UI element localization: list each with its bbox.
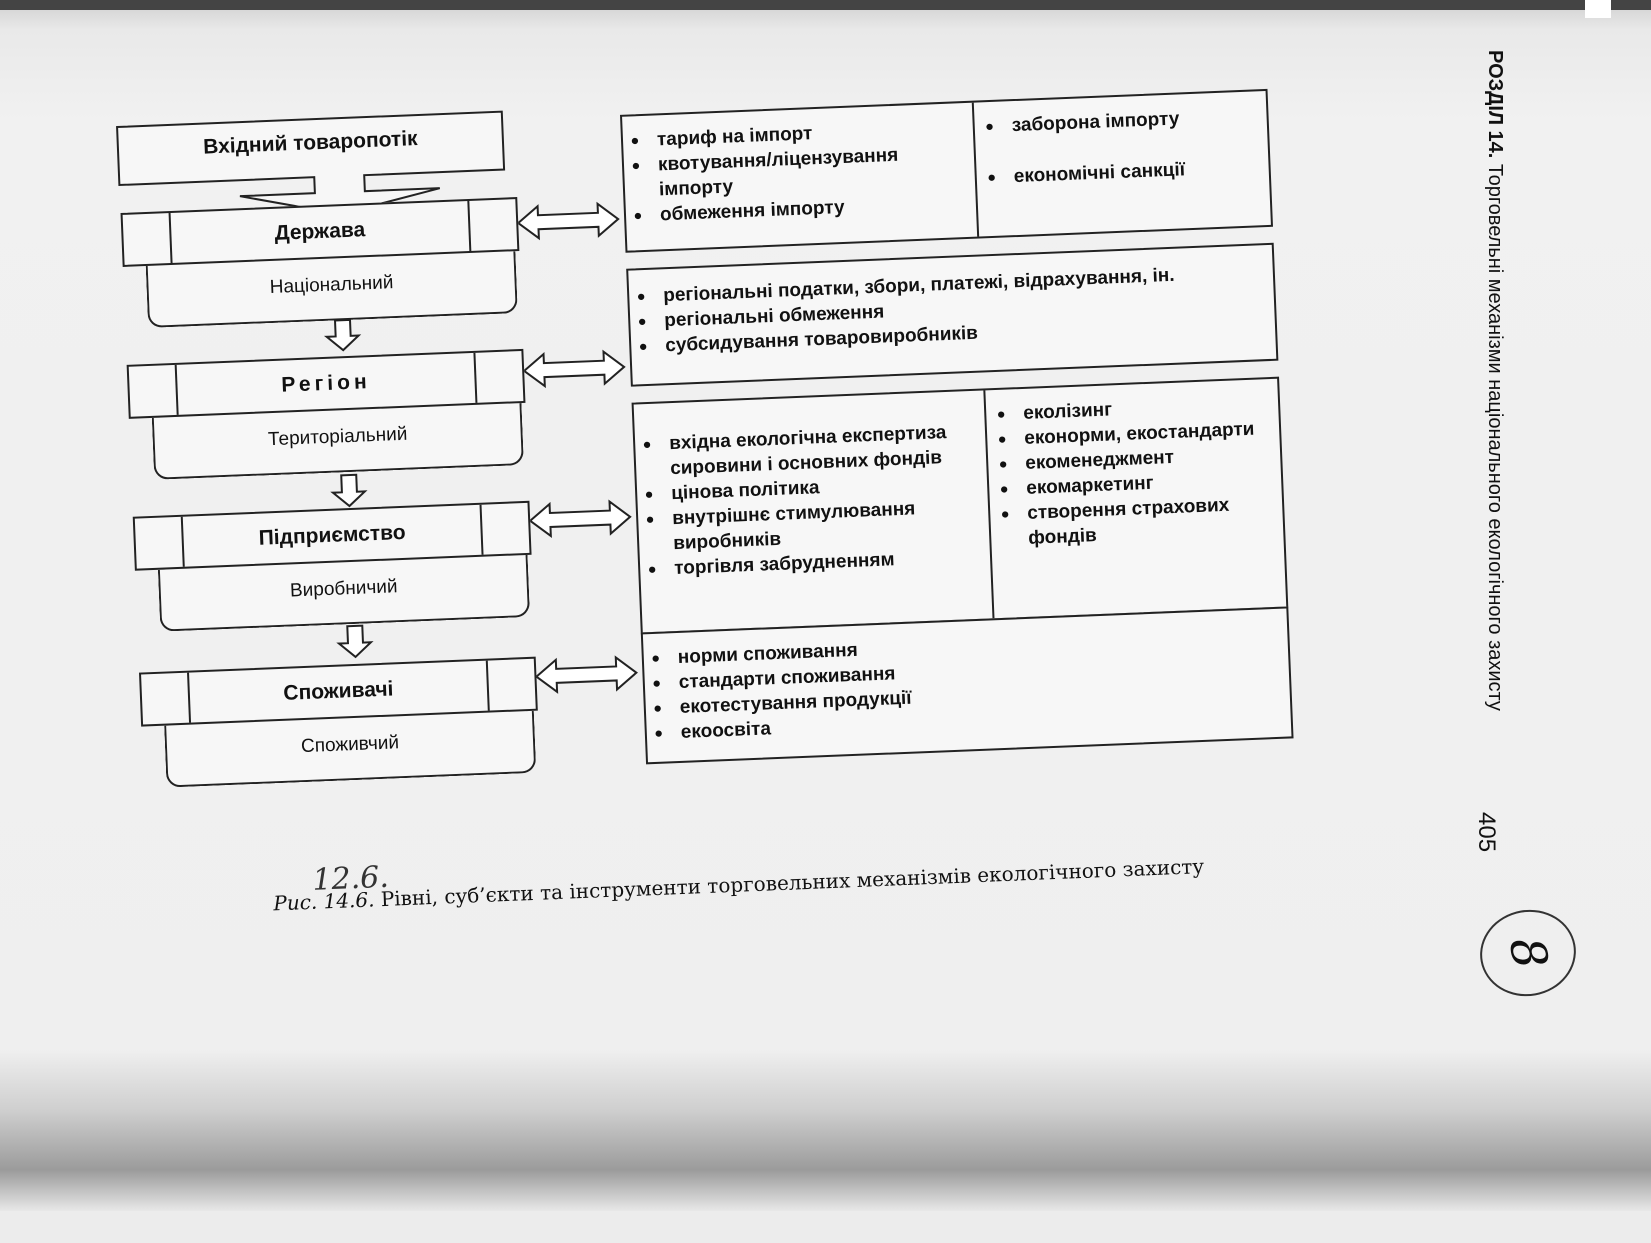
level-label-territorial: Територіальний [267,423,408,451]
entity-consumers-label: Споживачі [282,677,394,705]
tool-item: • внутрішнє стимулювання виробників [638,494,985,558]
tools-state-col2 [977,103,1270,191]
tool-item: • екоосвіта [646,696,1286,747]
double-arrow-3 [530,501,631,537]
caption-text: Рівні, суб’єкти та інструменти торговельних механізмів екологічного захисту [380,854,1205,912]
handwritten-figure-number: 12.6. [311,859,390,898]
running-head [1482,50,1512,820]
tool-item: • норми споживання [643,621,1283,672]
caption-prefix: Рис. 14.6. [272,887,375,916]
level-label-national: Національний [269,272,394,299]
entity-enterprise-label: Підприємство [258,520,407,550]
running-head-title: Торговельні механізми національного екологічного захисту [1484,163,1506,711]
tools-state-col1 [623,115,972,229]
double-arrow-4 [536,657,637,693]
tool-item: • торгівля забрудненням [640,544,986,583]
circled-mark: 8 [1473,902,1582,1003]
tool-item: • заборона імпорту [977,103,1268,140]
page-number: 405 [1473,812,1500,853]
tool-item: • економічні санкції [979,154,1270,191]
tool-item: • цінова політика [637,469,983,508]
running-head-section: РОЗДІЛ 14. [1484,50,1506,159]
tools-enterprise-col2 [989,391,1285,553]
tool-item: • тариф на імпорт [623,115,969,154]
tools-enterprise [632,377,1289,635]
tool-item: • еколізинг [989,391,1280,428]
double-arrow-2 [524,351,625,387]
down-arrow-2 [332,474,365,506]
tool-item: • обмеження імпорту [626,190,972,229]
tool-item: • регіональні обмеження [630,284,1270,335]
tools-region-col1 [629,259,1271,360]
entity-region-label: Регіон [280,370,372,397]
entity-state-label: Держава [274,218,366,245]
tool-item: • стандарти споживання [644,646,1284,697]
tool-item: • екотестування продукції [645,671,1285,722]
level-label-consumer: Споживчий [300,732,400,758]
tool-item: • еконорми, екостандарти [990,416,1281,453]
tool-item: • регіональні податки, збори, платежі, відрахування, ін. [629,259,1269,310]
tools-consumers [641,606,1294,764]
input-flow-label: Вхідний товаропотік [202,127,418,159]
tool-item: • вхідна екологічна експертиза сировини і основних фондів [635,419,982,483]
tool-item: • екомаркетинг [992,466,1283,503]
tool-item: • субсидування товаровиробників [631,309,1271,360]
tools-consumers-col1 [643,621,1286,747]
tool-item: • квотування/ліцензування імпорту [624,140,971,204]
tool-item: • створення страхових фондів [993,491,1285,553]
tools-state [620,89,1273,253]
level-label-production: Виробничий [289,576,398,602]
tools-enterprise-col1 [635,419,986,583]
down-arrow-1 [326,320,359,351]
double-arrow-1 [518,203,619,239]
down-arrow-3 [338,625,371,657]
tool-item: • екоменеджмент [991,441,1282,478]
